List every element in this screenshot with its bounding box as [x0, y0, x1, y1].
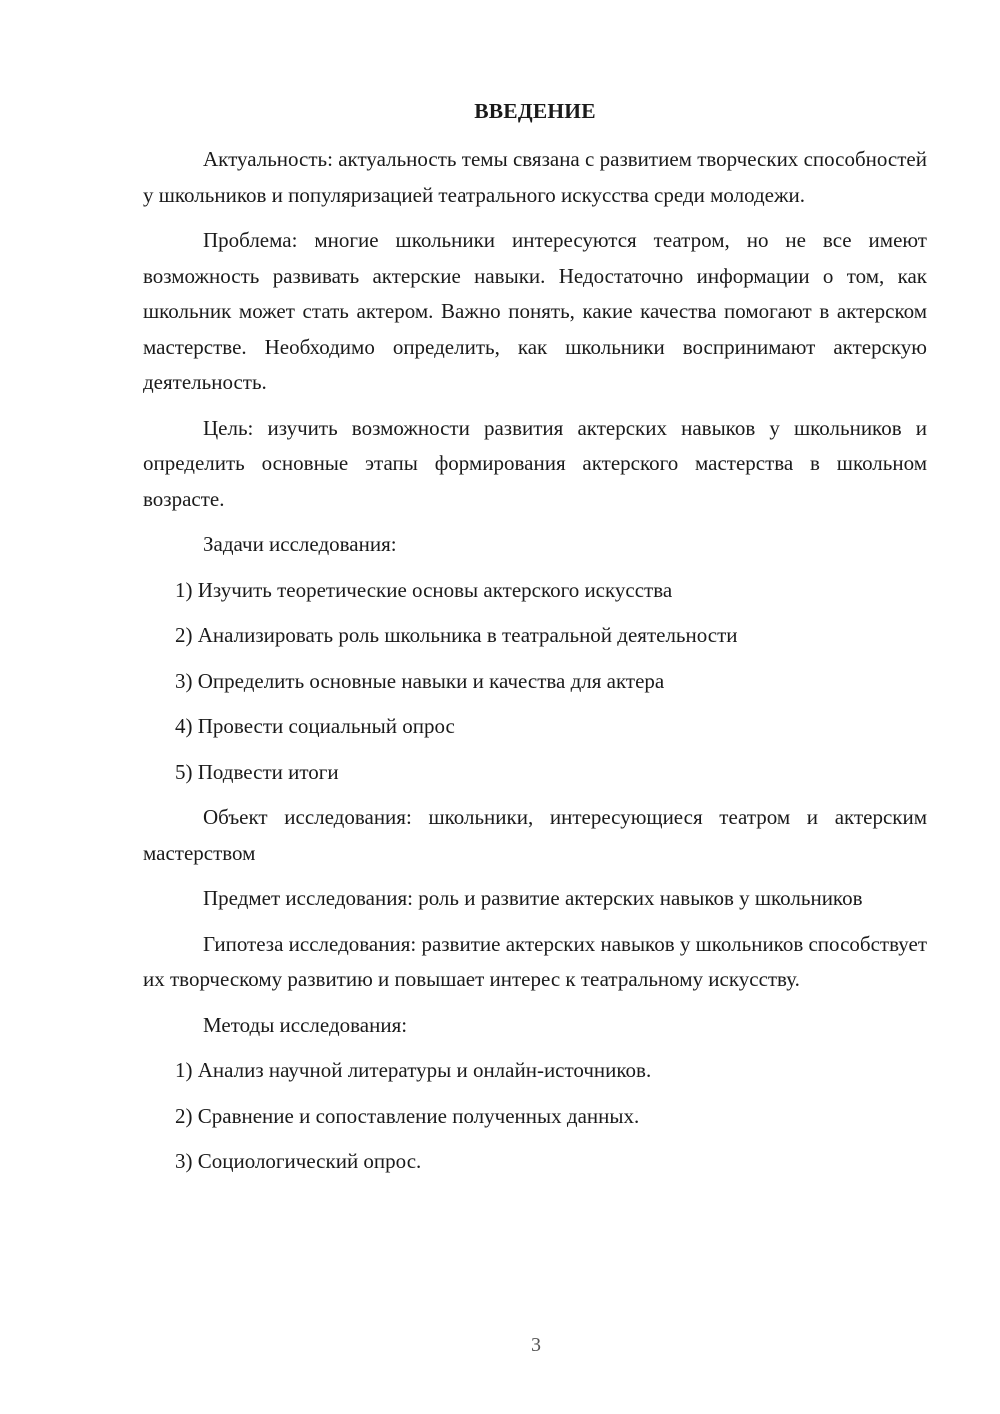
problem-paragraph: Проблема: многие школьники интересуются театром, но не все имеют возможность развивать актерские навыки. Недостаточно информации о том, как школьник может стать актером. Важно понять, какие качества помогают в актерском мастерстве. Необходимо определить, как школьники воспринимают актерскую деятельность.	[143, 228, 927, 394]
subject-paragraph: Предмет исследования: роль и развитие актерских навыков у школьников	[203, 886, 863, 910]
tasks-heading: Задачи исследования:	[203, 532, 397, 556]
task-item: 1) Изучить теоретические основы актерского искусства	[175, 577, 673, 602]
methods-heading: Методы исследования:	[203, 1012, 408, 1037]
task-item: 2) Анализировать роль школьника в театральной деятельности	[175, 623, 738, 647]
page-title: ВВЕДЕНИЕ	[474, 99, 596, 123]
task-item: 3) Определить основные навыки и качества для актера	[175, 668, 665, 693]
goal-paragraph: Цель: изучить возможности развития актерских навыков у школьников и определить основные этапы формирования актерского мастерства в школьном возрасте.	[143, 415, 927, 511]
method-item: 2) Сравнение и сопоставление полученных данных.	[175, 1103, 640, 1128]
method-item: 3) Социологический опрос.	[175, 1149, 422, 1173]
tasks-list	[143, 573, 927, 791]
relevance-paragraph: Актуальность: актуальность темы связана с развитием творческих способностей у школьников и популяризацией театрального искусства среди молодежи.	[143, 147, 927, 207]
object-paragraph: Объект исследования: школьники, интересующиеся театром и актерским мастерством	[143, 805, 927, 865]
hypothesis-paragraph: Гипотеза исследования: развитие актерских навыков у школьников способствует их творческому развитию и повышает интерес к театральному искусству.	[143, 931, 927, 991]
document-page	[143, 96, 927, 1190]
methods-list	[143, 1053, 927, 1180]
task-item: 5) Подвести итоги	[175, 759, 339, 784]
task-item: 4) Провести социальный опрос	[175, 714, 455, 738]
method-item: 1) Анализ научной литературы и онлайн-источников.	[175, 1058, 652, 1082]
page-number: 3	[531, 1334, 541, 1356]
